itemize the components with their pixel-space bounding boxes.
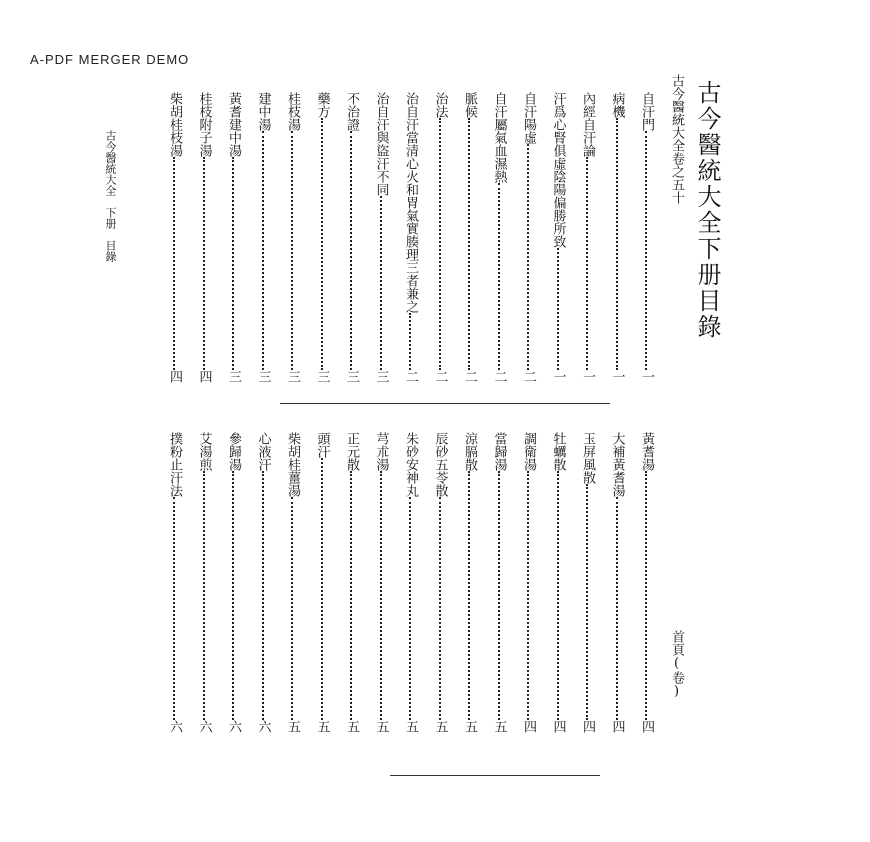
lower-entry-label: 涼膈散 [462,432,477,471]
lower-entry [581,432,594,742]
lower-entry [552,432,565,742]
upper-entry [522,92,535,392]
leader-dots [498,183,500,370]
lower-entry [463,432,476,742]
lower-entry-page: 五 [285,720,300,733]
lower-entry [522,432,535,742]
page-title: 古今醫統大全下册目錄 [693,80,721,340]
upper-entry-label: 柴胡桂枝湯 [167,92,182,157]
upper-entry-label: 藥方 [314,92,330,118]
lower-entry-page: 四 [609,720,625,733]
lower-entry [198,432,211,742]
leader-dots [262,131,264,370]
leader-dots [203,471,205,720]
lower-entry-page: 五 [403,720,418,733]
upper-entry [581,92,594,392]
upper-entry [434,92,447,392]
upper-entry [257,92,270,392]
upper-entry-page: 三 [285,370,300,383]
volume-heading: 古今醫統大全卷之五十 [669,74,684,204]
leader-dots [527,144,529,370]
leader-dots [409,497,411,720]
upper-entry-label: 病機 [609,92,625,118]
upper-entry-label: 桂枝附子湯 [196,92,212,157]
lower-entry [168,432,181,742]
leader-dots [645,131,647,370]
leader-dots [380,196,382,370]
bottom-divider [390,775,600,776]
leader-dots [291,131,293,370]
upper-entry [227,92,240,392]
lower-entry-page: 五 [491,720,507,733]
upper-entry-label: 治自汗當清心火和胃氣實腠理三者兼之 [403,92,418,313]
middle-divider [280,403,610,404]
leader-dots [586,157,588,370]
upper-entry-label: 不治證 [344,92,359,131]
footer-book: 古今醫統大全 下册 目錄 [104,130,117,262]
lower-entry [640,432,653,742]
leader-dots [468,118,470,370]
upper-entry-page: 三 [255,370,271,383]
leader-dots [321,458,323,720]
lower-entry [375,432,388,742]
watermark: A-PDF MERGER DEMO [30,52,190,67]
lower-entry-page: 五 [314,720,330,733]
leader-dots [232,471,234,720]
upper-entry [168,92,181,392]
leader-dots [380,471,382,720]
upper-entry-page: 三 [226,370,241,383]
upper-entry-page: 一 [580,370,595,383]
upper-entry [493,92,506,392]
lower-entry [345,432,358,742]
lower-entry-label: 柴胡桂薑湯 [285,432,300,497]
upper-entry-page: 四 [196,370,212,383]
lower-entry-label: 黃耆湯 [639,432,654,471]
upper-entry-page: 二 [403,370,418,383]
lower-entry-page: 六 [196,720,212,733]
lower-entry-page: 四 [521,720,536,733]
upper-entry [375,92,388,392]
upper-entry-label: 內經自汗論 [580,92,595,157]
upper-entry-label: 治自汗與盜汗不同 [373,92,389,196]
upper-entry-page: 二 [521,370,536,383]
lower-entry-page: 四 [580,720,595,733]
upper-entry-page: 二 [491,370,507,383]
lower-entry-label: 參歸湯 [226,432,241,471]
upper-entry-label: 汗爲心腎俱虛陰陽偏勝所致 [550,92,566,248]
upper-entry-label: 桂枝湯 [285,92,300,131]
upper-entry [552,92,565,392]
lower-entry-page: 六 [167,720,182,733]
leader-dots [232,157,234,370]
lower-entry-label: 辰砂五苓散 [432,432,448,497]
lower-entry-label: 牡蠣散 [550,432,566,471]
lower-entry-page: 五 [462,720,477,733]
lower-entry-page: 四 [639,720,654,733]
publisher-mark: 首頁(卷) [669,630,684,699]
upper-entry [286,92,299,392]
leader-dots [321,118,323,370]
leader-dots [439,118,441,370]
leader-dots [645,471,647,720]
leader-dots [439,497,441,720]
lower-entry [257,432,270,742]
leader-dots [262,471,264,720]
upper-entry-label: 建中湯 [255,92,271,131]
upper-entry-label: 黃耆建中湯 [226,92,241,157]
lower-entry [611,432,624,742]
upper-entry-page: 三 [344,370,359,383]
lower-entry [404,432,417,742]
upper-entry [463,92,476,392]
upper-entry [640,92,653,392]
upper-entry-label: 治法 [432,92,448,118]
lower-entry-page: 六 [255,720,271,733]
upper-entry-label: 自汗陽虛 [521,92,536,144]
leader-dots [557,471,559,720]
leader-dots [173,157,175,370]
leader-dots [616,118,618,370]
lower-entry-label: 當歸湯 [491,432,507,471]
lower-entry [286,432,299,742]
lower-entry-label: 頭汗 [314,432,330,458]
leader-dots [586,484,588,720]
lower-entry [493,432,506,742]
lower-entry [227,432,240,742]
upper-entry-page: 二 [462,370,477,383]
leader-dots [557,248,559,370]
lower-entry-page: 六 [226,720,241,733]
upper-entry [345,92,358,392]
lower-entry-label: 艾湯煎 [196,432,212,471]
upper-entry-label: 自汗屬氣血濕熱 [491,92,507,183]
leader-dots [498,471,500,720]
lower-entry-label: 朱砂安神丸 [403,432,418,497]
lower-entry [316,432,329,742]
lower-entry-page: 五 [373,720,389,733]
lower-entry-label: 芎朮湯 [373,432,389,471]
leader-dots [173,497,175,720]
upper-entry-page: 一 [609,370,625,383]
upper-entry [316,92,329,392]
upper-entry-page: 三 [373,370,389,383]
leader-dots [291,497,293,720]
leader-dots [350,471,352,720]
upper-entry-page: 一 [639,370,654,383]
lower-entry-label: 大補黃耆湯 [609,432,625,497]
upper-entry-page: 三 [314,370,330,383]
lower-entry-label: 心液汗 [255,432,271,471]
upper-entry [611,92,624,392]
leader-dots [616,497,618,720]
upper-entry-label: 脈候 [462,92,477,118]
lower-entry-page: 五 [432,720,448,733]
lower-entry-label: 調衛湯 [521,432,536,471]
upper-entry [404,92,417,392]
lower-entry-page: 四 [550,720,566,733]
leader-dots [203,157,205,370]
leader-dots [527,471,529,720]
leader-dots [409,313,411,370]
lower-entry-label: 撲粉止汗法 [167,432,182,497]
lower-entry [434,432,447,742]
upper-entry-label: 自汗門 [639,92,654,131]
lower-entry-label: 玉屏風散 [580,432,595,484]
document-page [104,70,721,790]
upper-entry-page: 一 [550,370,566,383]
leader-dots [468,471,470,720]
upper-entry-page: 二 [432,370,448,383]
leader-dots [350,131,352,370]
lower-entry-page: 五 [344,720,359,733]
upper-entry [198,92,211,392]
upper-entry-page: 四 [167,370,182,383]
lower-entry-label: 正元散 [344,432,359,471]
